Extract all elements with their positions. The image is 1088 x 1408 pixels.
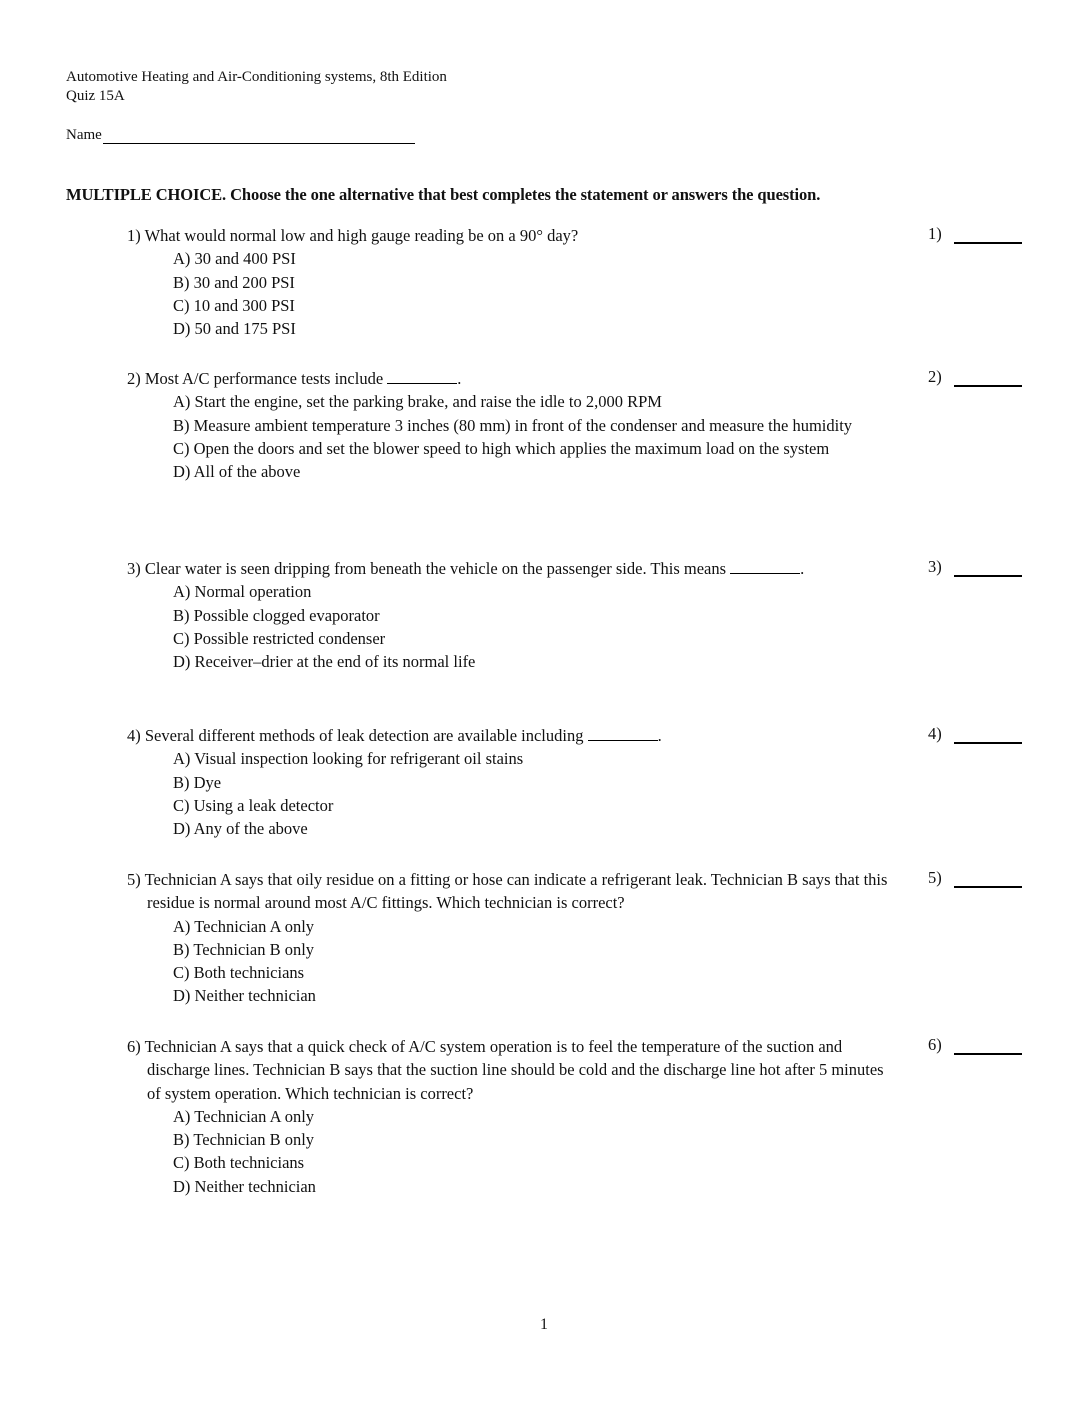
question-3 [127, 557, 847, 673]
option-b: B) 30 and 200 PSI [173, 272, 295, 292]
stem-end: . [657, 726, 662, 745]
answer-5 [928, 868, 1022, 888]
option-a: A) Visual inspection looking for refrigerant oil stains [173, 749, 524, 769]
option-d: D) Neither technician [173, 1176, 316, 1196]
instructions: MULTIPLE CHOICE. Choose the one alternative that best completes the statement or answers the question. [66, 185, 821, 204]
question-stem [127, 557, 847, 580]
question-stem [127, 724, 917, 747]
answer-number: 2) [928, 367, 942, 386]
document-title: Automotive Heating and Air-Conditioning systems, 8th Edition [66, 69, 447, 85]
option-b: B) Technician B only [173, 939, 315, 959]
answer-blank[interactable] [954, 728, 1022, 744]
option-a: A) Technician A only [173, 1106, 315, 1126]
option-d: D) Neither technician [173, 986, 316, 1006]
name-field [66, 125, 415, 144]
answer-blank[interactable] [954, 228, 1022, 244]
option-b: B) Possible clogged evaporator [173, 605, 380, 625]
question-5 [127, 868, 917, 1008]
answer-3 [928, 557, 1022, 577]
option-b: B) Measure ambient temperature 3 inches (80 mm) in front of the condenser and measure the humidity [173, 415, 853, 435]
option-a: A) Start the engine, set the parking brake, and raise the idle to 2,000 RPM [173, 392, 662, 412]
fill-blank [588, 726, 658, 741]
answer-blank[interactable] [954, 872, 1022, 888]
answer-1 [928, 224, 1022, 244]
fill-blank [730, 559, 800, 574]
option-b: B) Technician B only [173, 1130, 315, 1150]
stem-text: 3) Clear water is seen dripping from beneath the vehicle on the passenger side. This means [127, 559, 731, 578]
option-d: D) Receiver–drier at the end of its normal life [173, 652, 476, 672]
quiz-label: Quiz 15A [66, 88, 125, 104]
question-6 [127, 1035, 897, 1198]
answer-number: 1) [928, 224, 942, 243]
answer-2 [928, 367, 1022, 387]
option-a: A) 30 and 400 PSI [173, 249, 296, 269]
question-4 [127, 724, 917, 840]
question-stem: 6) Technician A says that a quick check of A/C system operation is to feel the temperature of the suction and discharge lines. Technician B says that the suction line should be cold and the discharge line hot after 5 minutes of system operation. Which technician is correct? [127, 1037, 884, 1103]
page-number: 1 [540, 1316, 548, 1333]
option-b: B) Dye [173, 772, 222, 792]
question-2 [127, 367, 917, 483]
question-stem [127, 367, 917, 390]
name-blank-line[interactable] [103, 125, 415, 144]
stem-end: . [800, 559, 805, 578]
stem-text: 4) Several different methods of leak detection are available including [127, 726, 588, 745]
stem-text: 2) Most A/C performance tests include [127, 369, 388, 388]
answer-number: 5) [928, 868, 942, 887]
question-stem: 1) What would normal low and high gauge reading be on a 90° day? [127, 226, 579, 245]
answer-6 [928, 1035, 1022, 1055]
option-c: C) Open the doors and set the blower speed to high which applies the maximum load on the system [173, 438, 830, 458]
fill-blank [387, 369, 457, 384]
option-c: C) Both technicians [173, 1153, 305, 1173]
option-d: D) All of the above [173, 462, 301, 482]
option-d: D) Any of the above [173, 819, 308, 839]
option-c: C) Both technicians [173, 963, 305, 983]
name-label: Name [66, 127, 102, 143]
question-1 [127, 224, 917, 340]
answer-4 [928, 724, 1022, 744]
option-a: A) Technician A only [173, 916, 315, 936]
option-c: C) Using a leak detector [173, 795, 334, 815]
stem-end: . [457, 369, 462, 388]
option-a: A) Normal operation [173, 582, 312, 602]
answer-blank[interactable] [954, 561, 1022, 577]
question-stem: 5) Technician A says that oily residue on a fitting or hose can indicate a refrigerant leak. Technician B says that this residue is normal around most A/C fittings. Which technician is correct? [127, 870, 888, 913]
option-c: C) Possible restricted condenser [173, 628, 386, 648]
answer-blank[interactable] [954, 371, 1022, 387]
option-d: D) 50 and 175 PSI [173, 319, 296, 339]
answer-number: 3) [928, 557, 942, 576]
answer-number: 4) [928, 724, 942, 743]
answer-number: 6) [928, 1035, 942, 1054]
answer-blank[interactable] [954, 1039, 1022, 1055]
option-c: C) 10 and 300 PSI [173, 295, 295, 315]
